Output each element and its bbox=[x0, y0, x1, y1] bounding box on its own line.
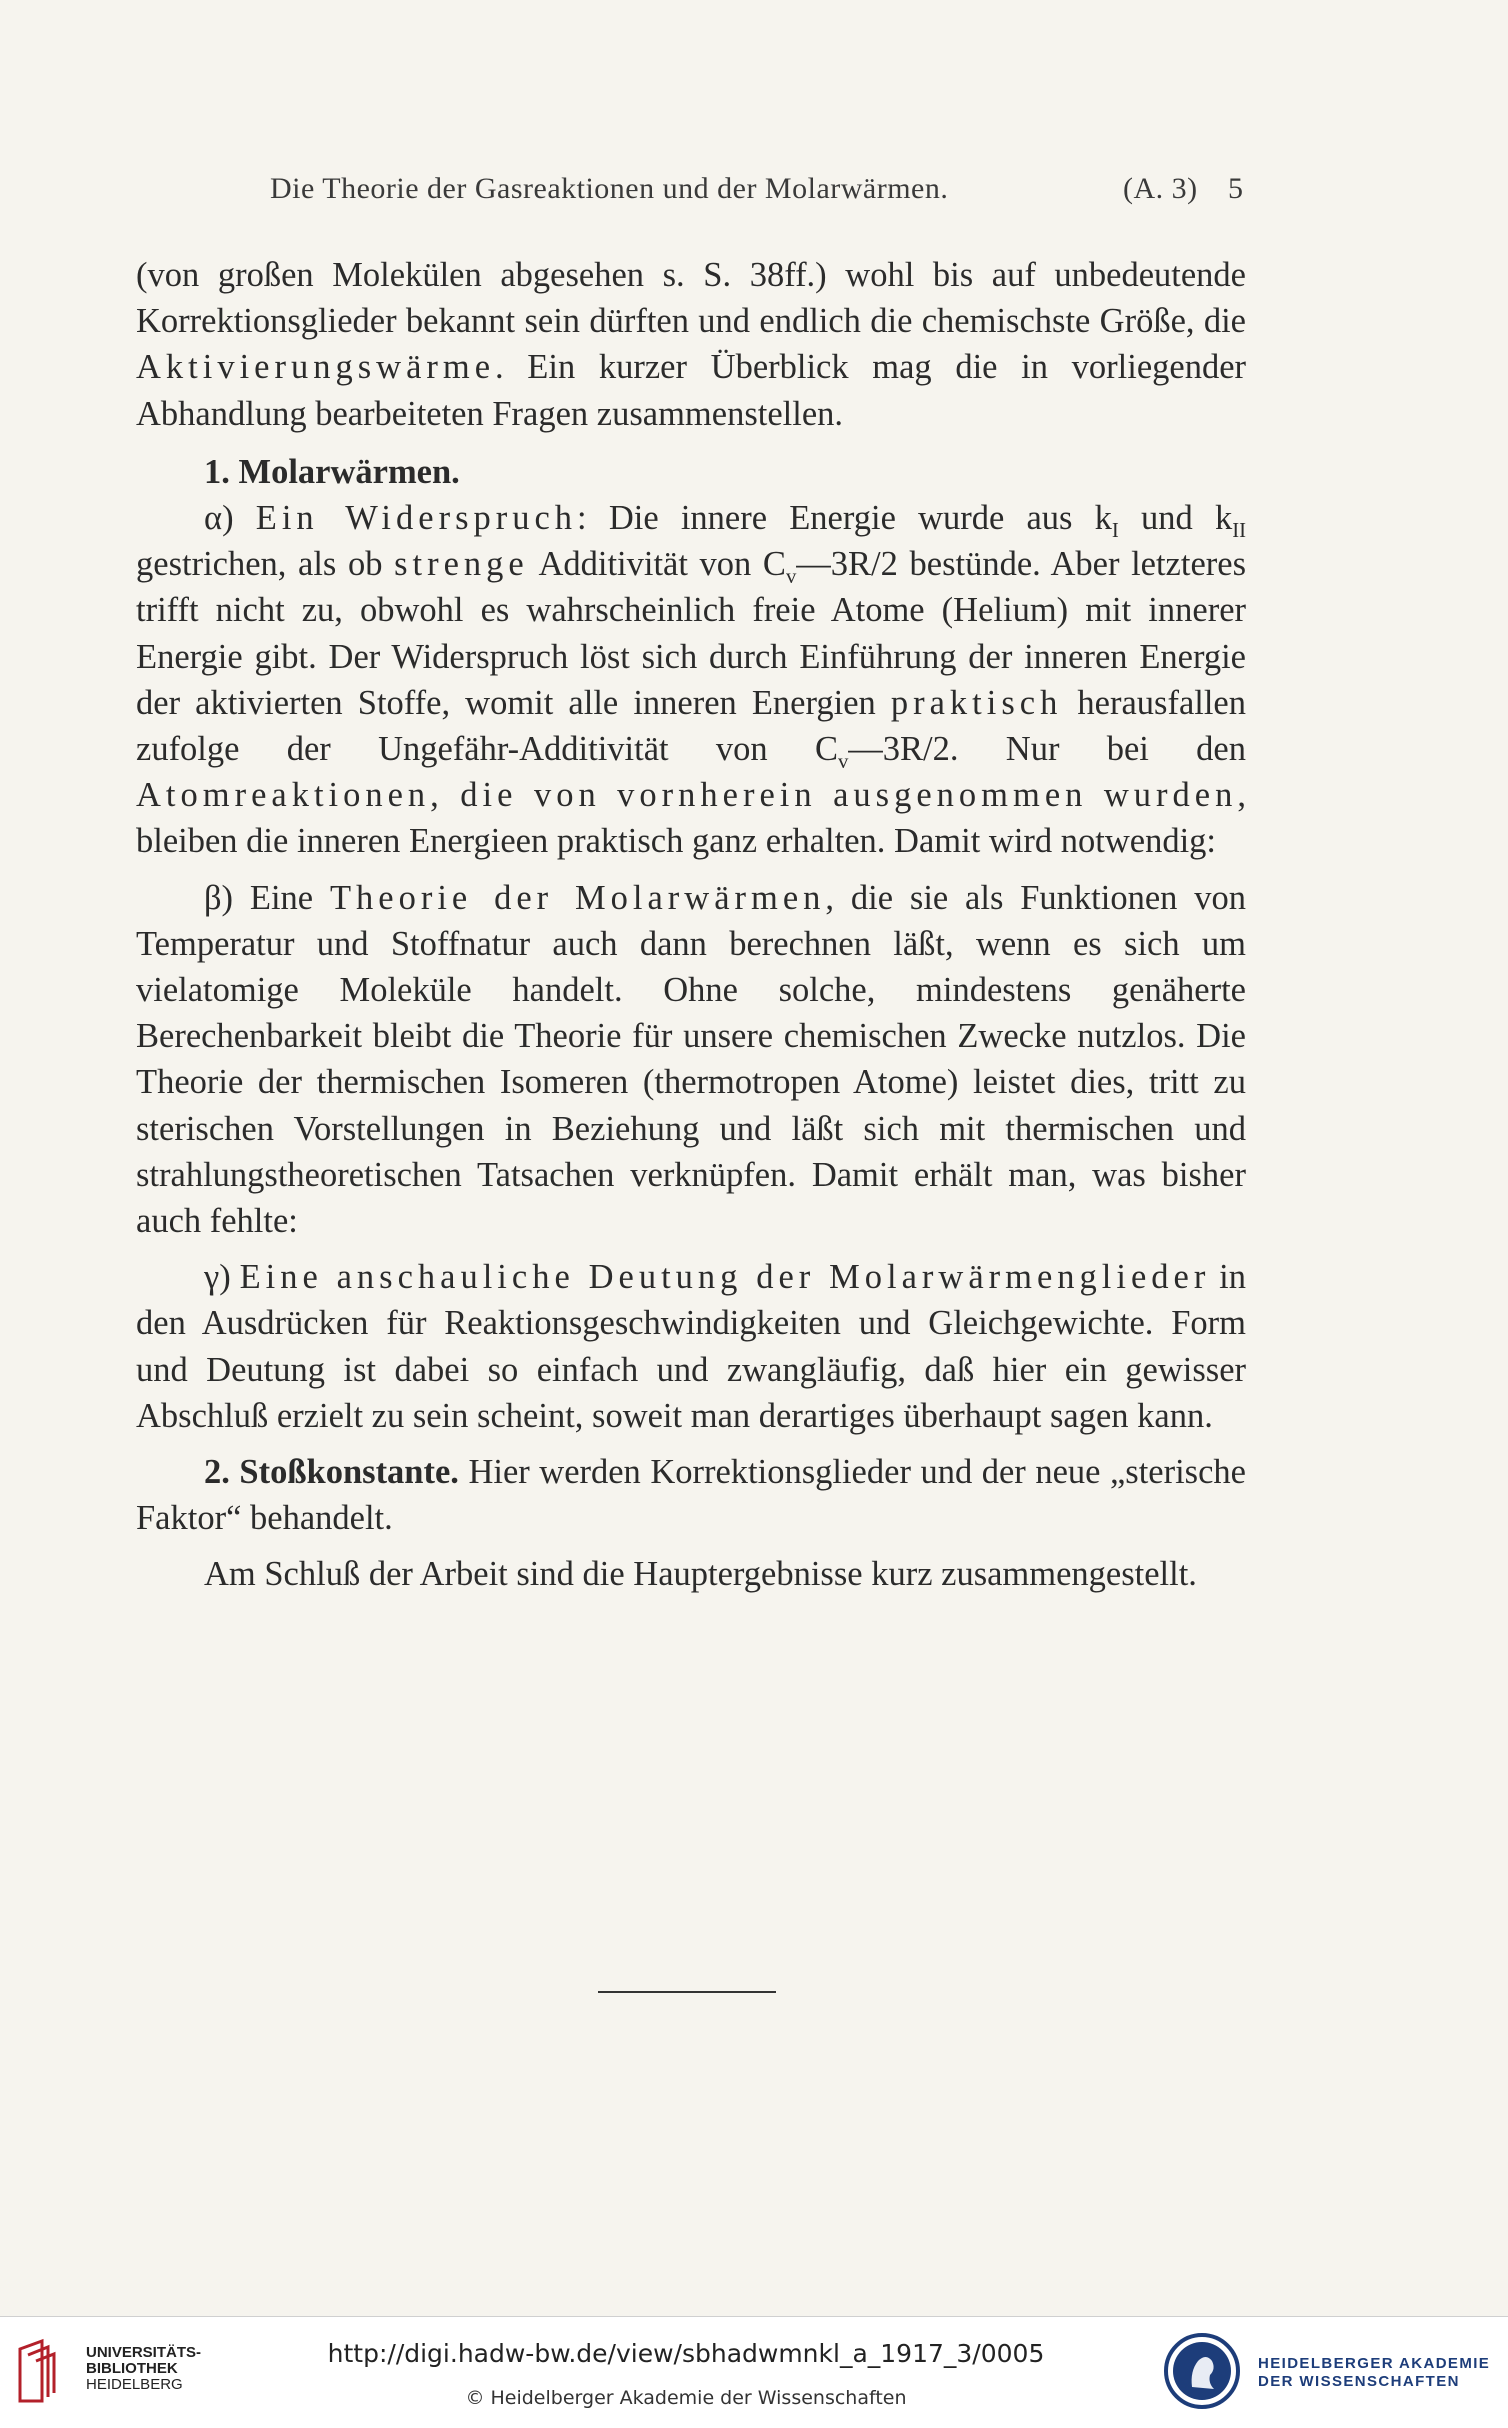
library-line: BIBLIOTHEK bbox=[86, 2360, 178, 2377]
section-heading-2: 2. Stoßkonstante. bbox=[204, 1453, 459, 1492]
text-run: β) Eine bbox=[204, 878, 330, 917]
academy-name bbox=[1258, 2355, 1490, 2391]
paragraph-intro bbox=[136, 252, 1246, 437]
text-run: herausfallen zufolge der Ungefähr-Additivität von C bbox=[136, 683, 1246, 769]
subscript: I bbox=[1111, 519, 1119, 542]
paragraph-gamma bbox=[136, 1254, 1246, 1439]
spaced-text: strenge bbox=[394, 545, 529, 584]
end-rule bbox=[598, 1991, 776, 1993]
text-run: und k bbox=[1118, 499, 1233, 538]
header-ref: (A. 3) bbox=[1123, 172, 1198, 205]
page-number: 5 bbox=[1228, 172, 1244, 205]
text-run: Additivität von C bbox=[528, 545, 786, 584]
text-run: —3R/2 bestünde. Aber letzteres trifft nicht zu, obwohl es wahrscheinlich freie Atome (Helium) mit innerer Energie gibt. Der Widerspruch löst sich durch Einführung der inneren Energie der aktivierten Stoffe, womit alle inneren Energien bbox=[136, 545, 1246, 722]
paragraph-alpha bbox=[136, 495, 1246, 865]
academy-line: DER WISSENSCHAFTEN bbox=[1258, 2373, 1460, 2390]
text-run: in den Ausdrücken für Reaktionsgeschwindigkeiten und Gleichgewichte. Form und Deutung ist dabei so einfach und zwangläufig, daß hier ein gewisser Abschluß erzielt zu sein scheint, soweit man derartiges überhaupt sagen kann. bbox=[136, 1258, 1246, 1435]
viewer-footer bbox=[0, 2316, 1508, 2428]
spaced-text: Ein Widerspruch bbox=[255, 499, 578, 538]
paragraph-section-2 bbox=[136, 1449, 1246, 1541]
text-run: α) bbox=[204, 499, 256, 538]
library-line: HEIDELBERG bbox=[86, 2376, 183, 2393]
section-heading-1: 1. Molarwärmen. bbox=[204, 452, 460, 491]
library-line: UNIVERSITÄTS- bbox=[86, 2344, 202, 2361]
text-run: , die sie als Funktionen von Temperatur und Stoffnatur auch dann berechnen läßt, wenn es sich um vielatomige Moleküle handelt. Ohne solche, mindestens genäherte Berechenbarkeit bleibt die Theorie für unsere chemischen Zwecke nutzlos. Die Theorie der thermischen Isomeren (thermotropen Atome) leistet dies, tritt zu sterischen Vorstellungen in Beziehung und läßt sich mit thermischen und strahlungstheoretischen Tatsachen verknüpfen. Damit erhält man, was bisher auch fehlte: bbox=[136, 878, 1246, 1241]
subscript: v bbox=[837, 750, 849, 773]
spaced-text: Aktivierungswärme bbox=[136, 348, 496, 387]
university-library-logo-icon bbox=[14, 2337, 72, 2407]
spaced-text: Atomreaktionen, die von vornherein ausgenommen wurden bbox=[136, 776, 1238, 815]
subscript: v bbox=[785, 566, 797, 589]
text-run: —3R/2. Nur bei den bbox=[848, 730, 1246, 769]
academy-line: HEIDELBERGER AKADEMIE bbox=[1258, 2355, 1491, 2372]
text-run: . Ein kurzer Überblick mag die in vorliegender Abhandlung bearbeiteten Fragen zusammenstellen. bbox=[136, 348, 1246, 433]
text-run: : Die innere Energie wurde aus k bbox=[577, 499, 1112, 538]
body-text bbox=[136, 252, 1246, 1598]
spaced-text: Eine anschauliche Deutung der Molarwärmenglieder bbox=[239, 1258, 1211, 1297]
text-run: Hier werden Korrektionsglieder und der neue „sterische Faktor“ behandelt. bbox=[136, 1453, 1246, 1538]
spaced-text: praktisch bbox=[890, 683, 1063, 722]
paragraph-closing: Am Schluß der Arbeit sind die Hauptergebnisse kurz zusammengestellt. bbox=[204, 1555, 1197, 1594]
copyright-notice: © Heidelberger Akademie der Wissenschaften bbox=[465, 2387, 907, 2409]
spaced-text: Theorie der Molarwärmen bbox=[329, 878, 826, 917]
subscript: II bbox=[1232, 519, 1246, 542]
text-run: (von großen Molekülen abgesehen s. S. 38ff.) wohl bis auf unbedeutende Korrektionsglieder bekannt sein dürften und endlich die chemischste Größe, die bbox=[136, 256, 1246, 341]
paragraph-beta bbox=[136, 875, 1246, 1245]
permalink-url[interactable]: http://digi.hadw-bw.de/view/sbhadwmnkl_a_1917_3/0005 bbox=[327, 2339, 1045, 2368]
header-title: Die Theorie der Gasreaktionen und der Molarwärmen. bbox=[270, 172, 949, 205]
text-run: gestrichen, als ob bbox=[136, 545, 395, 584]
text-run: γ) bbox=[204, 1258, 240, 1297]
text-run: , bleiben die inneren Energieen praktisch ganz erhalten. Damit wird notwendig: bbox=[136, 776, 1246, 861]
university-library-name bbox=[86, 2345, 201, 2393]
academy-seal-icon bbox=[1162, 2331, 1242, 2411]
